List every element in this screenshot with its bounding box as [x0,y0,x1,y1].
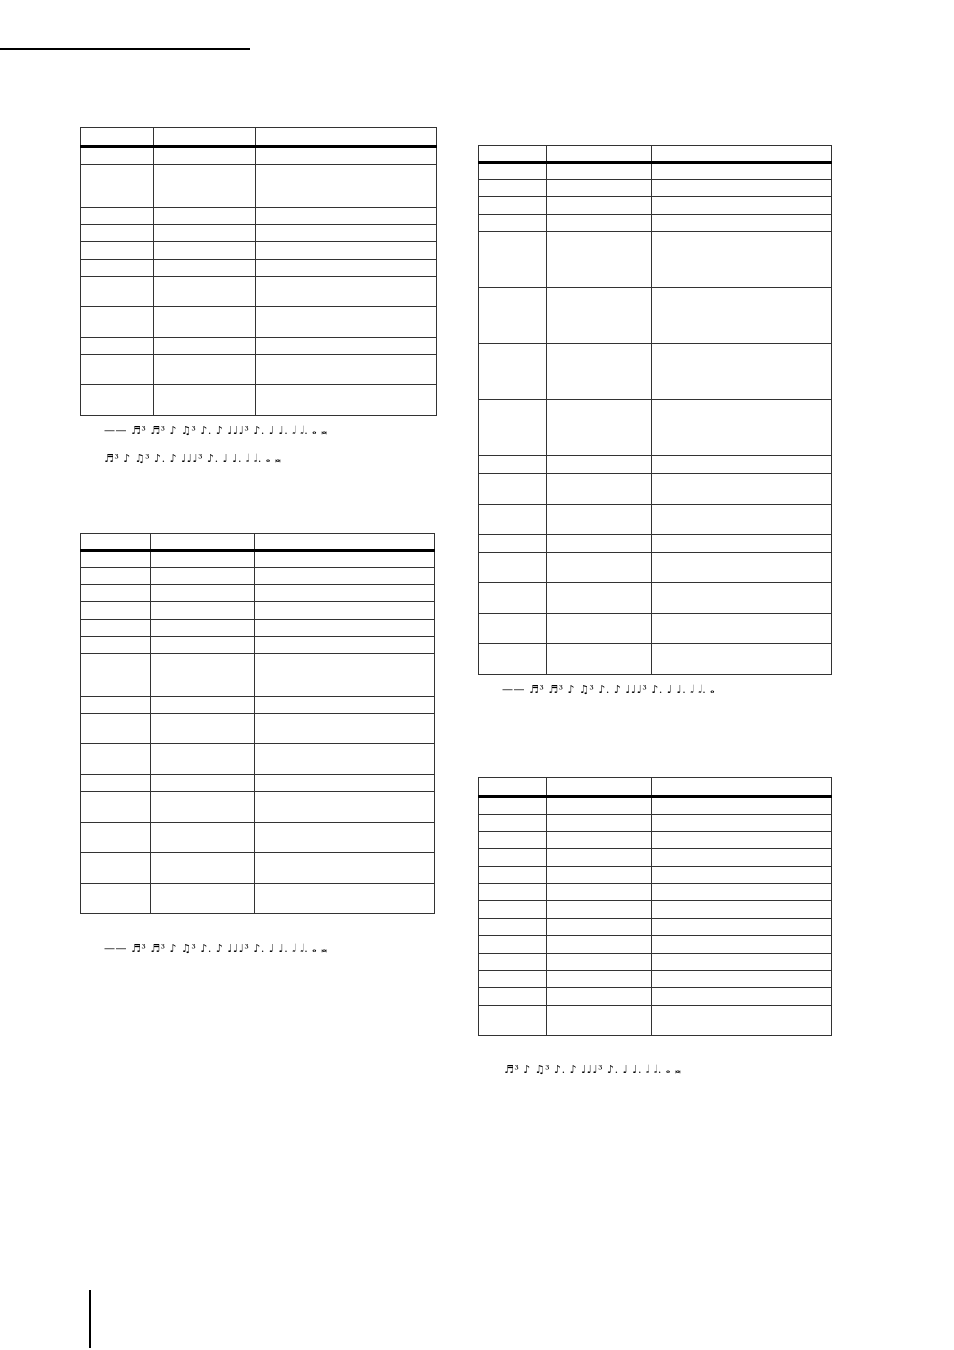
table-cell [652,456,832,474]
table-cell [81,260,154,277]
table-row [479,197,832,215]
table-cell [652,344,832,400]
table-cell [547,553,652,583]
table-row [81,551,435,568]
table-row [479,988,832,1006]
table-cell [652,644,832,675]
table-row [479,288,832,344]
note-values-line: ♬³ ♪ ♫³ ♪. ♪ ♩♩♩³ ♪. ♩ ♩. 𝅗𝅥 𝅗𝅥. 𝅝 𝅜 [104,452,282,465]
table-cell [479,215,547,232]
table-row [479,797,832,815]
table-cell [547,849,652,867]
table-cell [652,988,832,1006]
table-cell [547,232,652,288]
table-cell [479,815,547,832]
table-cell [151,884,255,914]
table-cell [255,853,435,884]
table-cell [255,602,435,620]
table-cell [652,614,832,644]
table-cell [479,583,547,614]
table-row [81,165,437,208]
table-cell [154,338,256,355]
table-cell [547,505,652,535]
table-cell [151,823,255,853]
table-cell [256,277,437,307]
table-cell [256,355,437,385]
table-cell [255,568,435,585]
table-cell [652,180,832,197]
table-cell [652,884,832,901]
table-cell [547,901,652,919]
table-cell [81,654,151,697]
table-cell [81,823,151,853]
table-row [81,744,435,775]
table-cell [154,260,256,277]
table-cell [154,355,256,385]
header-rule [0,48,250,50]
table-cell [547,954,652,971]
table-cell [652,936,832,954]
table-cell [479,919,547,936]
table-row [479,180,832,197]
table-cell [255,884,435,914]
table-row [479,163,832,180]
table-row [479,849,832,867]
table-cell [255,792,435,823]
parameter-table-3 [478,145,832,675]
table-cell [652,232,832,288]
table-row [479,954,832,971]
table-row [81,654,435,697]
table-cell [151,602,255,620]
table-cell [479,456,547,474]
table-cell [255,551,435,568]
table-cell [154,225,256,242]
table-row [479,400,832,456]
table-row [81,307,437,338]
table-cell [81,585,151,602]
table-cell [479,400,547,456]
table-cell [652,797,832,815]
table-cell [547,936,652,954]
table-row [479,456,832,474]
table-cell [479,644,547,675]
table-cell [652,288,832,344]
table-cell [652,583,832,614]
table-cell [479,1006,547,1036]
table-cell [479,344,547,400]
table-cell [81,620,151,637]
column-header [255,534,435,551]
table-cell [255,744,435,775]
table-row [479,474,832,505]
table-row [479,505,832,535]
parameter-table-1 [80,127,437,416]
table-cell [547,180,652,197]
note-values-line: ♬³ ♪ ♫³ ♪. ♪ ♩♩♩³ ♪. ♩ ♩. 𝅗𝅥 𝅗𝅥. 𝅝 𝅜 [504,1063,682,1076]
table-cell [479,197,547,215]
table-cell [547,832,652,849]
table-cell [151,853,255,884]
table-row [479,583,832,614]
table-cell [652,849,832,867]
table-cell [479,163,547,180]
table-cell [81,242,154,260]
table-row [81,585,435,602]
table-cell [547,884,652,901]
table-cell [547,456,652,474]
column-header [81,534,151,551]
table-cell [479,971,547,988]
table-row [479,901,832,919]
note-values-line: —— ♬³ ♬³ ♪ ♫³ ♪. ♪ ♩♩♩³ ♪. ♩ ♩. 𝅗𝅥 𝅗𝅥. 𝅝 [502,683,716,696]
table-row [479,1006,832,1036]
column-header [256,128,437,147]
table-cell [255,620,435,637]
table-cell [256,225,437,242]
table-cell [547,614,652,644]
table-cell [256,385,437,416]
table-cell [652,832,832,849]
table-cell [479,849,547,867]
table-cell [151,697,255,714]
table-cell [652,535,832,553]
table-cell [255,823,435,853]
table-cell [81,338,154,355]
table-cell [154,147,256,165]
table-cell [547,583,652,614]
table-row [479,815,832,832]
table-cell [652,867,832,884]
table-cell [547,971,652,988]
table-row [81,620,435,637]
table-cell [151,620,255,637]
table-row [81,277,437,307]
table-cell [652,954,832,971]
table-cell [81,602,151,620]
table-cell [547,1006,652,1036]
table-row [479,215,832,232]
table-row [479,919,832,936]
table-row [479,614,832,644]
table-cell [81,147,154,165]
table-cell [151,714,255,744]
table-row [81,637,435,654]
table-cell [652,919,832,936]
table-cell [154,208,256,225]
table-cell [151,637,255,654]
table-cell [256,165,437,208]
table-row [81,568,435,585]
table-row [479,867,832,884]
table-cell [256,307,437,338]
table-row [81,775,435,792]
table-row [81,338,437,355]
table-cell [81,165,154,208]
table-cell [81,884,151,914]
table-cell [256,208,437,225]
column-header [652,778,832,797]
table-cell [547,988,652,1006]
table-cell [652,400,832,456]
table-cell [256,242,437,260]
table-cell [81,853,151,884]
table-cell [479,884,547,901]
table-row [479,232,832,288]
table-row [479,971,832,988]
table-cell [652,474,832,505]
column-header [547,778,652,797]
table-cell [81,208,154,225]
table-row [81,884,435,914]
table-cell [479,553,547,583]
table-cell [479,474,547,505]
table-row [479,832,832,849]
table-cell [652,901,832,919]
table-cell [81,385,154,416]
column-header [479,778,547,797]
table-row [81,602,435,620]
table-cell [151,654,255,697]
column-header [652,146,832,163]
table-cell [81,225,154,242]
table-cell [479,288,547,344]
note-values-line: —— ♬³ ♬³ ♪ ♫³ ♪. ♪ ♩♩♩³ ♪. ♩ ♩. 𝅗𝅥 𝅗𝅥. 𝅝 𝅜 [104,424,328,437]
table-cell [547,215,652,232]
table-cell [255,654,435,697]
table-cell [81,714,151,744]
table-row [81,260,437,277]
table-row [479,884,832,901]
column-header [81,128,154,147]
parameter-table-4 [478,777,832,1036]
table-cell [81,307,154,338]
table-row [479,644,832,675]
table-cell [256,147,437,165]
table-cell [547,644,652,675]
table-cell [547,535,652,553]
note-values-line: —— ♬³ ♬³ ♪ ♫³ ♪. ♪ ♩♩♩³ ♪. ♩ ♩. 𝅗𝅥 𝅗𝅥. 𝅝 𝅜 [104,942,328,955]
table-cell [479,988,547,1006]
table-cell [652,971,832,988]
table-cell [154,385,256,416]
table-row [479,936,832,954]
table-cell [151,568,255,585]
table-cell [547,400,652,456]
table-row [479,553,832,583]
table-cell [255,585,435,602]
column-header [154,128,256,147]
table-cell [652,163,832,180]
table-cell [151,551,255,568]
table-cell [479,936,547,954]
table-cell [81,355,154,385]
table-cell [547,867,652,884]
table-row [81,385,437,416]
table-cell [479,180,547,197]
column-header [151,534,255,551]
table-cell [652,215,832,232]
table-row [81,242,437,260]
table-cell [81,277,154,307]
table-cell [547,163,652,180]
table-cell [256,260,437,277]
table-cell [479,954,547,971]
table-cell [652,815,832,832]
table-cell [81,551,151,568]
table-cell [652,505,832,535]
parameter-table-2 [80,533,435,914]
table-cell [151,775,255,792]
table-cell [255,775,435,792]
table-row [81,714,435,744]
table-row [81,792,435,823]
table-cell [154,277,256,307]
table-cell [154,307,256,338]
table-cell [479,614,547,644]
table-cell [547,197,652,215]
table-cell [479,232,547,288]
table-row [81,208,437,225]
footer-rule [89,1290,91,1348]
table-cell [652,197,832,215]
table-cell [479,901,547,919]
table-cell [81,568,151,585]
table-cell [547,474,652,505]
table-row [81,853,435,884]
table-cell [151,744,255,775]
table-cell [255,714,435,744]
table-cell [652,553,832,583]
table-cell [81,637,151,654]
table-cell [479,535,547,553]
table-row [81,697,435,714]
table-row [81,355,437,385]
table-cell [479,505,547,535]
table-row [81,225,437,242]
table-cell [255,697,435,714]
table-cell [479,797,547,815]
table-cell [256,338,437,355]
table-cell [81,697,151,714]
table-row [479,344,832,400]
column-header [547,146,652,163]
table-cell [479,867,547,884]
table-cell [154,165,256,208]
table-cell [81,744,151,775]
table-row [81,147,437,165]
table-cell [154,242,256,260]
table-row [479,535,832,553]
table-cell [479,832,547,849]
table-cell [547,288,652,344]
table-cell [151,792,255,823]
table-cell [547,797,652,815]
table-cell [81,775,151,792]
table-cell [547,344,652,400]
table-cell [81,792,151,823]
table-cell [652,1006,832,1036]
table-cell [255,637,435,654]
table-cell [547,919,652,936]
column-header [479,146,547,163]
table-cell [547,815,652,832]
table-cell [151,585,255,602]
table-row [81,823,435,853]
